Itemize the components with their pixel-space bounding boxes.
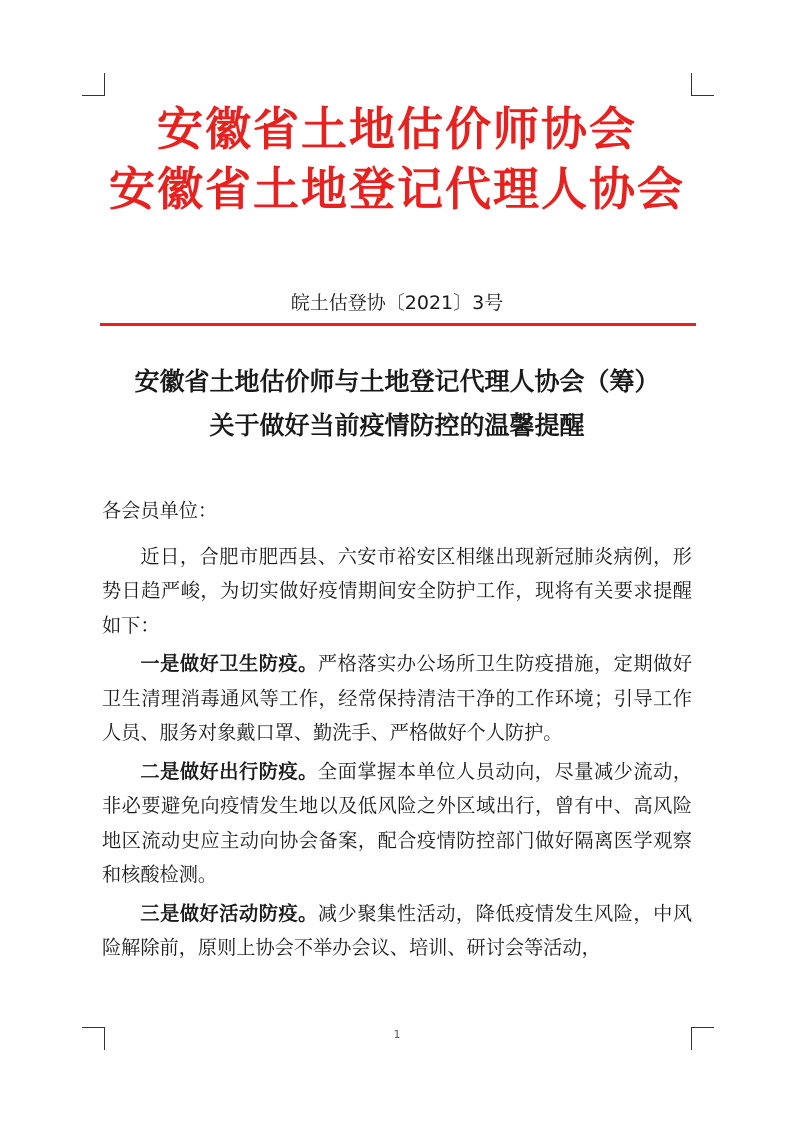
- red-divider-line: [100, 323, 696, 326]
- letterhead-line-2: 安徽省土地登记代理人协会: [109, 162, 685, 216]
- item-paragraph-1: [102, 647, 692, 751]
- document-number: 皖土估登协〔2021〕3号: [290, 292, 504, 314]
- salutation: 各会员单位：: [102, 499, 218, 522]
- item-lead-2: 二是做好出行防疫。: [140, 759, 318, 783]
- crop-mark-top-left: [82, 73, 105, 96]
- document-title-line-2: 关于做好当前疫情防控的温馨提醒: [209, 411, 585, 440]
- item-paragraph-2: [102, 755, 692, 893]
- document-body: [102, 494, 692, 970]
- item-text-1: 严格落实办公场所卫生防疫措施，定期做好卫生清理消毒通风等工作，经常保持清洁干净的工作环境；引导工作人员、服务对象戴口罩、勤洗手、严格做好个人防护。: [102, 652, 693, 744]
- item-lead-1: 一是做好卫生防疫。: [140, 652, 318, 675]
- item-text-2: 全面掌握本单位人员动向，尽量减少流动，非必要避免向疫情发生地以及低风险之外区域出行，曾有中、高风险地区流动史应主动向协会备案，配合疫情防控部门做好隔离医学观察和核酸检测。: [102, 759, 693, 886]
- intro-paragraph: 近日，合肥市肥西县、六安市裕安区相继出现新冠肺炎病例，形势日趋严峻，为切实做好疫情期间安全防护工作，现将有关要求提醒如下：: [102, 544, 692, 637]
- page-number: 1: [393, 1028, 401, 1041]
- letterhead-line-1: 安徽省土地估价师协会: [157, 102, 637, 156]
- item-paragraph-3: [102, 897, 692, 966]
- document-title-line-1: 安徽省土地估价师与土地登记代理人协会（筹）: [134, 367, 660, 396]
- crop-mark-top-right: [691, 73, 714, 96]
- item-text-3: 减少聚集性活动，降低疫情发生风险，中风险解除前，原则上协会不举办会议、培训、研讨会等活动，: [102, 901, 693, 959]
- item-lead-3: 三是做好活动防疫。: [140, 901, 318, 925]
